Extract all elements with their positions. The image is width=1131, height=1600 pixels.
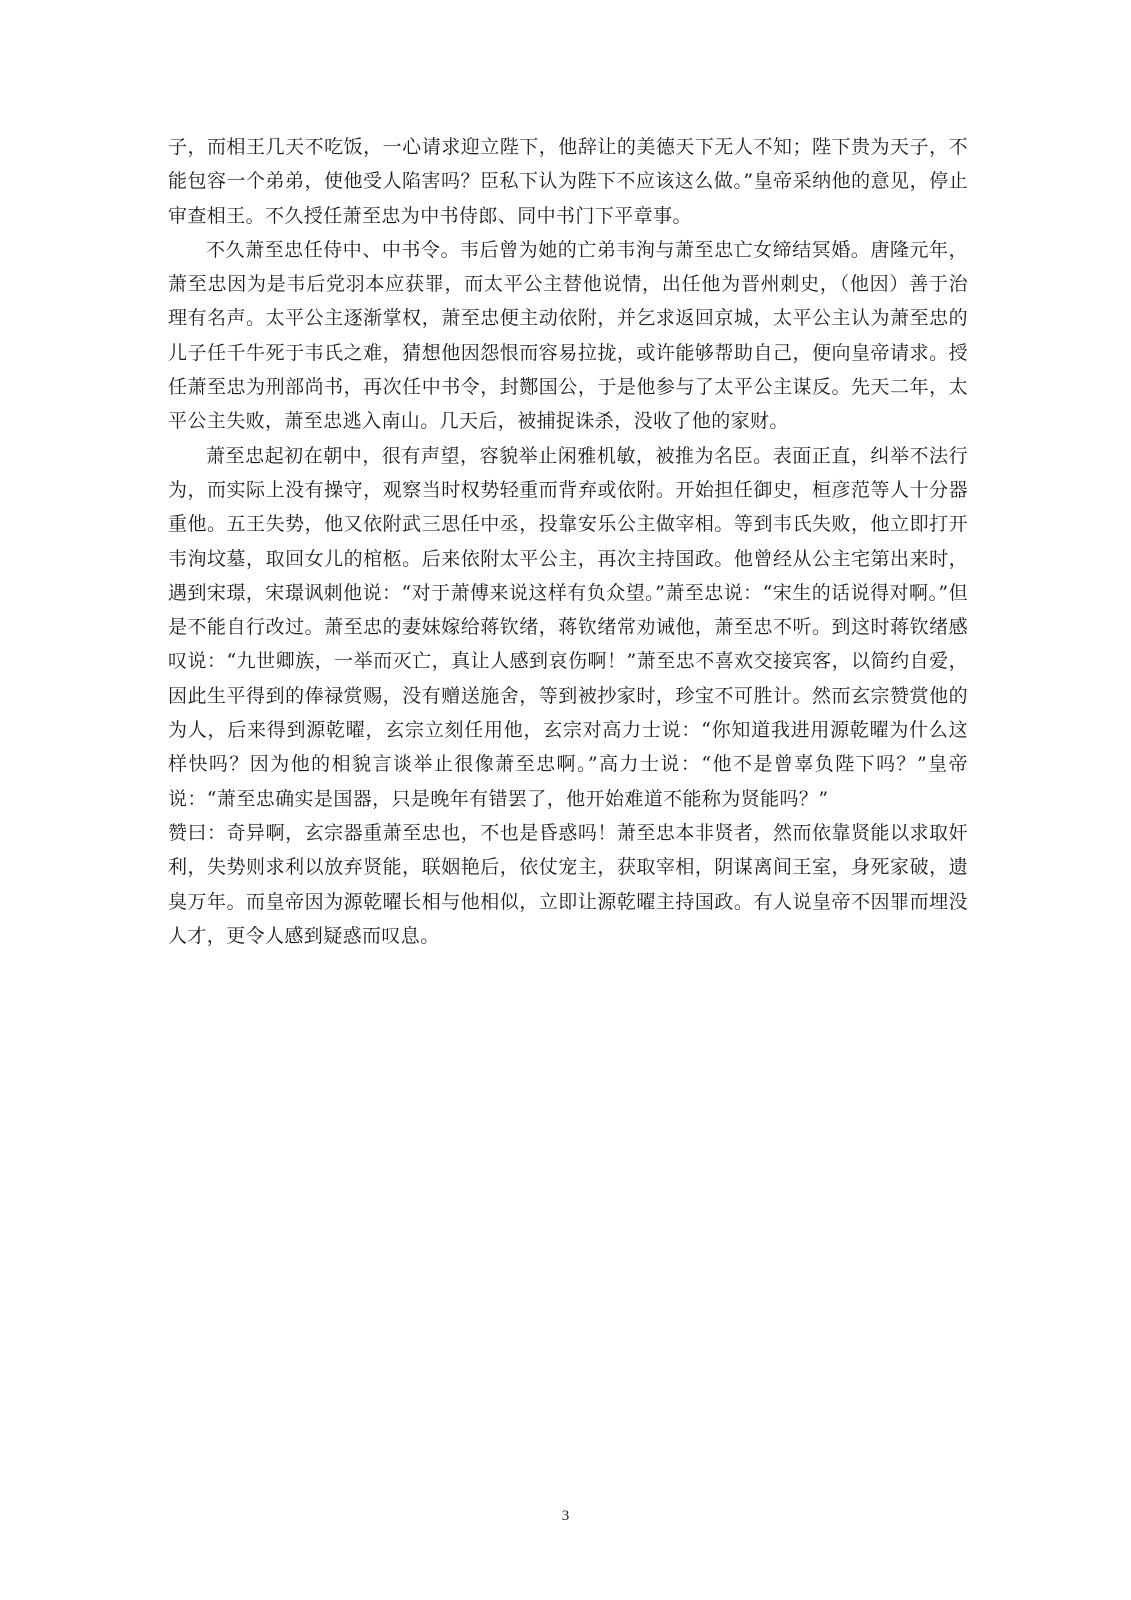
- paragraph-continuation: 子，而相王几天不吃饭，一心请求迎立陛下，他辞让的美德天下无人不知；陛下贵为天子，不能包容一个弟弟，使他受人陷害吗？臣私下认为陛下不应该这么做。”皇帝采纳他的意见，停止审查相王。不久授任萧至忠为中书侍郎、同中书门下平章事。: [168, 136, 968, 227]
- page-number: 3: [561, 1508, 570, 1524]
- paragraph-commentary: 赞曰：奇异啊，玄宗器重萧至忠也，不也是昏惑吗！萧至忠本非贤者，然而依靠贤能以求取奸利，失势则求利以放弃贤能，联姻艳后，依仗宠主，获取宰相，阴谋离间王室，身死家破，遗臭万年。而皇帝因为源乾曜长相与他相似，立即让源乾曜主持国政。有人说皇帝不因罪而埋没人才，更令人感到疑惑而叹息。: [168, 821, 968, 947]
- paragraph-xiao-zhizhong-career: 不久萧至忠任侍中、中书令。韦后曾为她的亡弟韦洵与萧至忠亡女缔结冥婚。唐隆元年，萧至忠因为是韦后党羽本应获罪，而太平公主替他说情，出任他为晋州刺史，（他因）善于治理有名声。太平公主逐渐掌权，萧至忠便主动依附，并乞求返回京城，太平公主认为萧至忠的儿子任千牛死于韦氏之难，猜想他因怨恨而容易拉拢，或许能够帮助自己，便向皇帝请求。授任萧至忠为刑部尚书，再次任中书令，封酂国公，于是他参与了太平公主谋反。先天二年，太平公主失败，萧至忠逃入南山。几天后，被捕捉诛杀，没收了他的家财。: [168, 238, 968, 433]
- document-body: [168, 130, 968, 953]
- paragraph-xiao-zhizhong-character: 萧至忠起初在朝中，很有声望，容貌举止闲雅机敏，被推为名臣。表面正直，纠举不法行为，而实际上没有操守，观察当时权势轻重而背弃或依附。开始担任御史，桓彦范等人十分器重他。五王失势，他又依附武三思任中丞，投靠安乐公主做宰相。等到韦氏失败，他立即打开韦洵坟墓，取回女儿的棺柩。后来依附太平公主，再次主持国政。他曾经从公主宅第出来时，遇到宋璟，宋璟讽刺他说：“对于萧傅来说这样有负众望。”萧至忠说：“宋生的话说得对啊。”但是不能自行改过。萧至忠的妻妹嫁给蒋钦绪，蒋钦绪常劝诫他，萧至忠不听。到这时蒋钦绪感叹说：“九世卿族，一举而灭亡，真让人感到哀伤啊！”萧至忠不喜欢交接宾客，以简约自爱，因此生平得到的俸禄赏赐，没有赠送施舍，等到被抄家时，珍宝不可胜计。然而玄宗赞赏他的为人，后来得到源乾曜，玄宗立刻任用他，玄宗对高力士说：“你知道我进用源乾曜为什么这样快吗？因为他的相貌言谈举止很像萧至忠啊。”高力士说：“他不是曾辜负陛下吗？”皇帝说：“萧至忠确实是国器，只是晚年有错罢了，他开始难道不能称为贤能吗？”: [168, 444, 968, 810]
